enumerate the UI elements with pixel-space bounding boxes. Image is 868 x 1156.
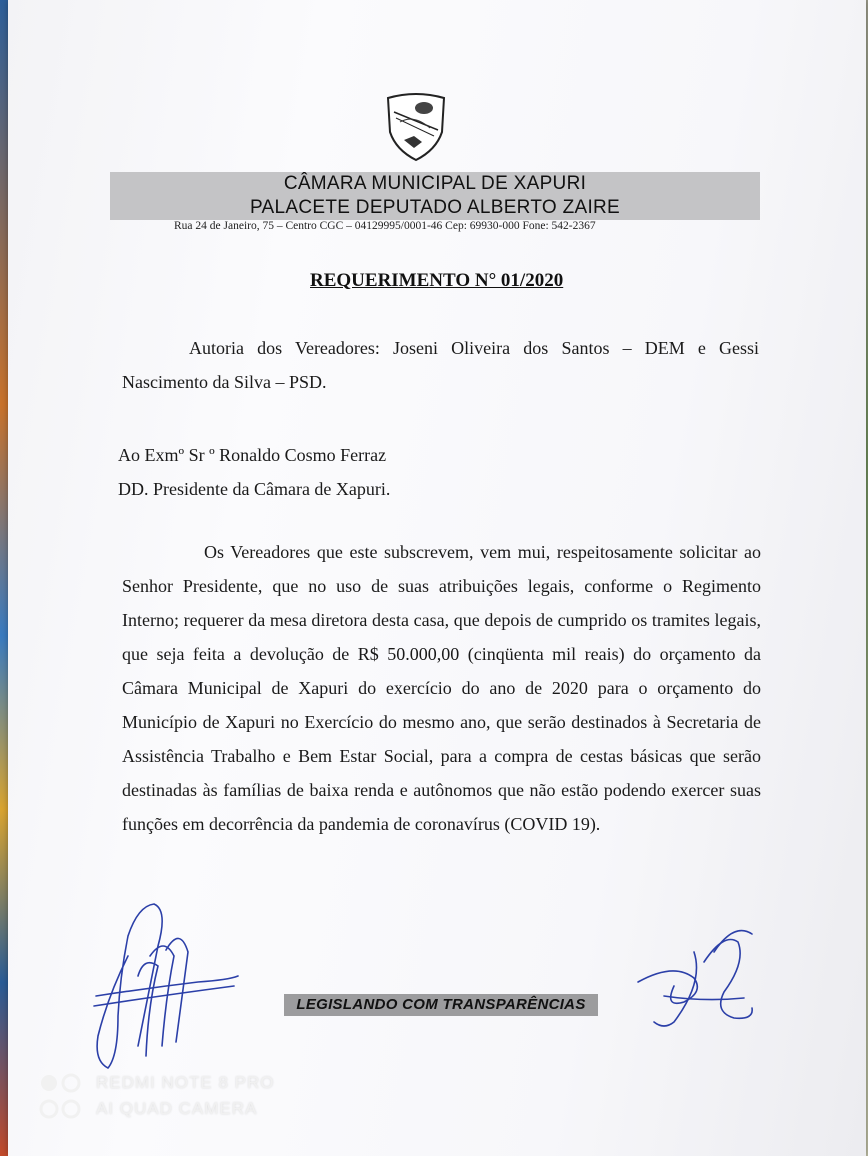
request-body-paragraph: Os Vereadores que este subscrevem, vem mui, respeitosamente solicitar ao Senhor Presidente, que no uso de suas atribuições legais, conforme o Regimento Interno; requerer da mesa diretora desta casa, que depois de cumprido os tramites legais, que seja feita a devolução de R$ 50.000,00 (cinqüenta mil reais) do orçamento da Câmara Municipal de Xapuri do exercício do ano de 2020 para o orçamento do Município de Xapuri no Exercício do mesmo ano, que serão destinados à Secretaria de Assistência Trabalho e Bem Estar Social, para a compra de cestas básicas que serão destinadas às famílias de baixa renda e autônomos que não estão podendo exercer suas funções em decorrência da pandemia de coronavírus (COVID 19). <box>122 542 761 834</box>
infinity-icon <box>38 1098 88 1120</box>
dual-lens-icon <box>38 1072 88 1094</box>
autoria-paragraph: Autoria dos Vereadores: Joseni Oliveira dos Santos – DEM e Gessi Nascimento da Silva – PSD. <box>122 338 759 392</box>
slogan-banner: LEGISLANDO COM TRANSPARÊNCIAS <box>284 994 598 1016</box>
header-line-1: CÂMARA MUNICIPAL DE XAPURI <box>110 172 760 196</box>
watermark-device: REDMI NOTE 8 PRO <box>96 1073 275 1092</box>
signature-left <box>88 896 248 1072</box>
header-address: Rua 24 de Janeiro, 75 – Centro CGC – 04129995/0001-46 Cep: 69930-000 Fone: 542-2367 <box>174 220 596 232</box>
header-line-2: PALACETE DEPUTADO ALBERTO ZAIRE <box>110 196 760 220</box>
watermark-camera: AI QUAD CAMERA <box>96 1099 258 1118</box>
camera-watermark <box>38 1070 274 1122</box>
signature-right <box>634 922 762 1032</box>
addressee-title: DD. Presidente da Câmara de Xapuri. <box>118 479 391 499</box>
municipal-seal-icon <box>384 92 448 162</box>
addressee-name: Ao Exmº Sr º Ronaldo Cosmo Ferraz <box>118 445 387 465</box>
document-title: REQUERIMENTO N° 01/2020 <box>310 270 564 291</box>
